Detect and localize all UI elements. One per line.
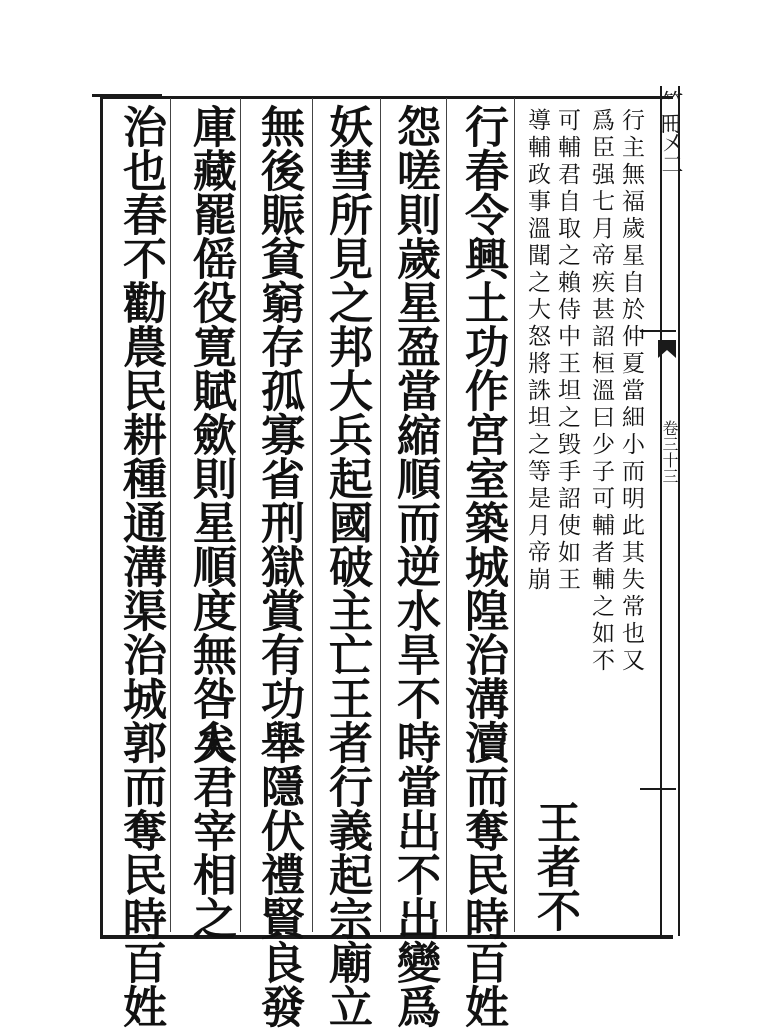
text-column-3: 妖彗所見之邦大兵起國破主亡王者行義起宗廟立 xyxy=(321,104,372,1028)
note-column-main-tail: 王者不 xyxy=(529,800,580,932)
column-divider xyxy=(514,98,515,932)
column-divider xyxy=(446,98,447,932)
note-line-4: 導輔政事溫聞之大怒將誅坦之等是月帝崩 xyxy=(524,108,550,594)
column-divider xyxy=(380,98,381,932)
text-column-2: 怨嗟則歲星盈當縮順而逆水旱不時當出不出變爲 xyxy=(389,104,440,1028)
margin-rule xyxy=(640,788,676,790)
fishtail-mark xyxy=(656,336,678,362)
note-line-2: 爲臣强七月帝疾甚詔桓溫曰少子可輔者輔之如不 xyxy=(588,108,614,675)
column-divider xyxy=(312,98,313,932)
text-column-5: 庫藏罷傜役寛賦歛則星順度無咎矣 xyxy=(185,104,236,764)
note-line-3: 可輔君自取之賴侍中王坦之毁手詔使如王 xyxy=(554,108,580,594)
text-column-6: 治也春不勸農民耕種通溝渠治城郭而奪民時百姓 xyxy=(115,104,166,1028)
margin-title: 𥫗𠕁㐅二 xyxy=(658,90,683,174)
margin-rule xyxy=(640,330,676,332)
text-column-1: 行春令興土功作宮室築城隍治溝瀆而奪民時百姓 xyxy=(457,104,508,1028)
column-divider xyxy=(170,98,171,932)
text-column-4: 無後賑貧窮存孤寡省刑獄賞有功舉隱伏禮賢良發 xyxy=(253,104,304,1028)
column-divider xyxy=(240,98,241,932)
text-column-5-tail: 人君宰相之 xyxy=(185,720,236,940)
juan-label: 卷三十三 xyxy=(660,420,679,484)
note-line-1: 行主無福歲星自於仲夏當細小而明此其失常也又 xyxy=(618,108,644,675)
margin-strip xyxy=(660,86,680,936)
